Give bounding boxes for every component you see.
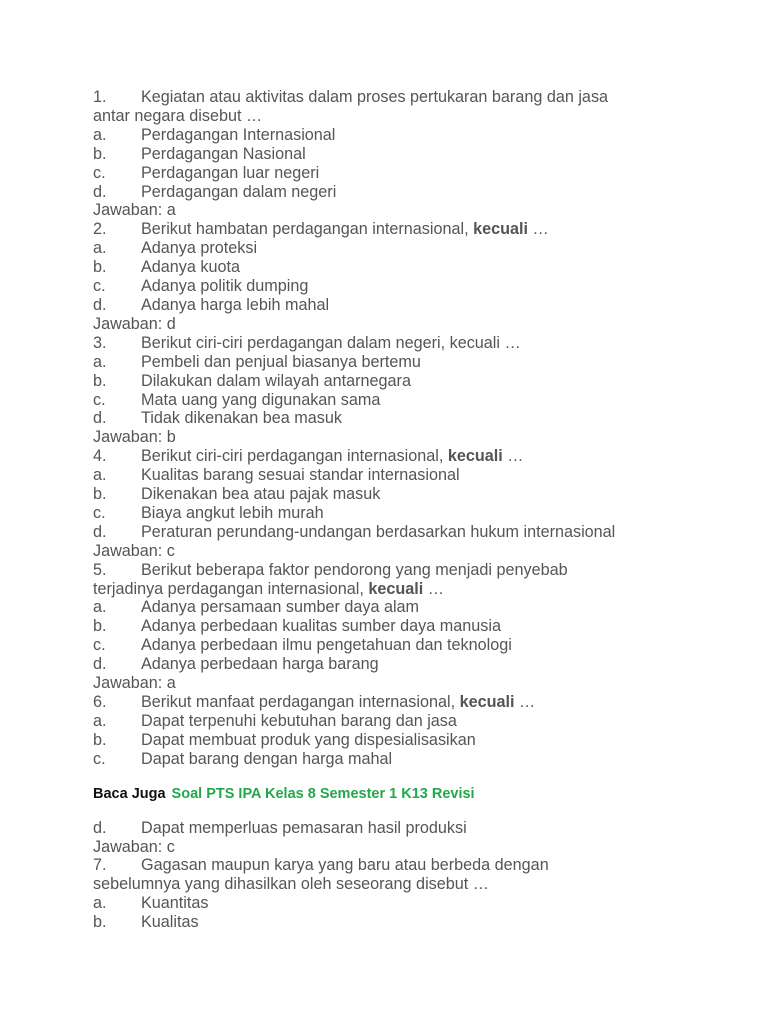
option-d (93, 409, 733, 428)
option-text: Peraturan perundang-undangan berdasarkan hukum internasional (141, 522, 616, 541)
option-letter: a. (93, 125, 107, 144)
option-letter: a. (93, 894, 107, 913)
question-text: Berikut ciri-ciri perdagangan internasional, (141, 447, 448, 466)
option-text: Kualitas (141, 913, 199, 932)
option-letter: d. (93, 295, 107, 314)
option-letter: a. (93, 352, 107, 371)
option-letter: c. (93, 277, 106, 296)
option-letter: c. (93, 163, 106, 182)
option-text: Adanya perbedaan kualitas sumber daya manusia (141, 617, 501, 636)
option-text: Dapat memperluas pemasaran hasil produksi (141, 818, 467, 837)
option-text: Adanya kuota (141, 258, 240, 277)
option-a (93, 466, 733, 485)
option-letter: d. (93, 818, 107, 837)
option-b (93, 485, 733, 504)
option-letter: b. (93, 258, 107, 277)
option-a (93, 712, 733, 731)
option-letter: b. (93, 730, 107, 749)
question-1-continuation: antar negara disebut … (93, 106, 263, 125)
answer-3: Jawaban: b (93, 428, 176, 447)
option-c (93, 391, 733, 410)
quiz-content (93, 88, 733, 932)
option-letter: c. (93, 636, 106, 655)
option-text: Dikenakan bea atau pajak masuk (141, 485, 381, 504)
question-text: Berikut manfaat perdagangan internasional, (141, 693, 460, 711)
option-text: Dapat membuat produk yang dispesialisasikan (141, 730, 476, 749)
question-number: 1. (93, 88, 107, 106)
option-text: Kualitas barang sesuai standar internasional (141, 466, 460, 485)
baca-juga-link[interactable]: Soal PTS IPA Kelas 8 Semester 1 K13 Revisi (171, 785, 475, 802)
answer-5: Jawaban: a (93, 674, 176, 693)
question-text: Berikut hambatan perdagangan internasional, (141, 220, 474, 239)
option-letter: b. (93, 144, 107, 163)
question-number: 4. (93, 447, 107, 466)
baca-juga-box (93, 785, 733, 803)
question-5-continuation (93, 580, 733, 599)
answer-4: Jawaban: c (93, 541, 175, 560)
option-d (93, 296, 733, 315)
option-c (93, 164, 733, 183)
option-b (93, 617, 733, 636)
option-text: Dapat barang dengan harga mahal (141, 749, 393, 768)
option-c (93, 277, 733, 296)
option-letter: c. (93, 503, 106, 522)
option-letter: a. (93, 598, 107, 617)
option-letter: d. (93, 182, 107, 201)
option-letter: b. (93, 371, 107, 390)
option-letter: a. (93, 239, 107, 258)
option-letter: b. (93, 913, 107, 932)
option-letter: a. (93, 711, 107, 730)
question-ellipsis: … (527, 220, 549, 239)
option-c (93, 504, 733, 523)
question-text: terjadinya perdagangan internasional, (93, 579, 369, 598)
option-letter: b. (93, 485, 107, 504)
keyword-kecuali: kecuali (447, 447, 503, 466)
question-text: Berikut beberapa faktor pendorong yang menjadi penyebab (141, 560, 568, 579)
question-ellipsis: … (514, 693, 536, 711)
option-text: Tidak dikenakan bea masuk (141, 409, 342, 428)
option-d (93, 523, 733, 542)
keyword-kecuali: kecuali (459, 693, 515, 711)
option-d (93, 183, 733, 202)
option-text: Dilakukan dalam wilayah antarnegara (141, 371, 411, 390)
answer-6: Jawaban: c (93, 837, 175, 856)
option-d (93, 655, 733, 674)
option-c (93, 750, 733, 769)
option-letter: d. (93, 655, 107, 674)
question-number: 6. (93, 693, 107, 711)
option-b (93, 913, 733, 932)
question-number: 3. (93, 333, 107, 352)
question-text: Kegiatan atau aktivitas dalam proses pertukaran barang dan jasa (141, 88, 609, 106)
option-a (93, 239, 733, 258)
option-text: Perdagangan luar negeri (141, 163, 320, 182)
option-text: Adanya harga lebih mahal (141, 295, 330, 314)
answer-2: Jawaban: d (93, 314, 176, 333)
option-text: Dapat terpenuhi kebutuhan barang dan jasa (141, 711, 457, 730)
option-text: Kuantitas (141, 894, 209, 913)
option-text: Pembeli dan penjual biasanya bertemu (141, 352, 421, 371)
option-letter: c. (93, 749, 106, 768)
keyword-kecuali: kecuali (368, 579, 424, 598)
question-number: 5. (93, 560, 107, 579)
question-text: Berikut ciri-ciri perdagangan dalam negeri, kecuali … (141, 333, 521, 352)
option-text: Mata uang yang digunakan sama (141, 390, 381, 409)
option-text: Adanya politik dumping (141, 277, 309, 296)
question-number: 2. (93, 220, 107, 239)
option-text: Adanya proteksi (141, 239, 258, 258)
question-7-continuation: sebelumnya yang dihasilkan oleh seseorang disebut … (93, 875, 489, 894)
baca-juga-label: Baca Juga (93, 785, 166, 802)
option-text: Adanya perbedaan ilmu pengetahuan dan teknologi (141, 636, 512, 655)
option-letter: c. (93, 390, 106, 409)
option-text: Adanya perbedaan harga barang (141, 655, 379, 674)
option-text: Biaya angkut lebih murah (141, 503, 324, 522)
option-b (93, 145, 733, 164)
option-letter: d. (93, 409, 107, 428)
option-b (93, 258, 733, 277)
answer-1: Jawaban: a (93, 201, 176, 220)
option-d (93, 819, 733, 838)
option-a (93, 353, 733, 372)
question-ellipsis: … (423, 579, 444, 598)
option-text: Perdagangan Internasional (141, 125, 336, 144)
option-b (93, 731, 733, 750)
question-text: Gagasan maupun karya yang baru atau berbeda dengan (141, 856, 549, 875)
option-letter: d. (93, 522, 107, 541)
question-2 (93, 220, 733, 239)
question-1 (93, 88, 733, 107)
question-number: 7. (93, 856, 107, 875)
option-a (93, 598, 733, 617)
option-c (93, 636, 733, 655)
question-6 (93, 693, 733, 712)
question-4 (93, 447, 733, 466)
option-text: Perdagangan dalam negeri (141, 182, 337, 201)
question-7 (93, 856, 733, 875)
option-text: Adanya persamaan sumber daya alam (141, 598, 420, 617)
keyword-kecuali: kecuali (473, 220, 528, 239)
option-b (93, 372, 733, 391)
option-letter: a. (93, 466, 107, 485)
question-ellipsis: … (502, 447, 524, 466)
question-5 (93, 561, 733, 580)
option-a (93, 894, 733, 913)
option-a (93, 126, 733, 145)
question-3 (93, 334, 733, 353)
option-letter: b. (93, 617, 107, 636)
option-text: Perdagangan Nasional (141, 144, 306, 163)
